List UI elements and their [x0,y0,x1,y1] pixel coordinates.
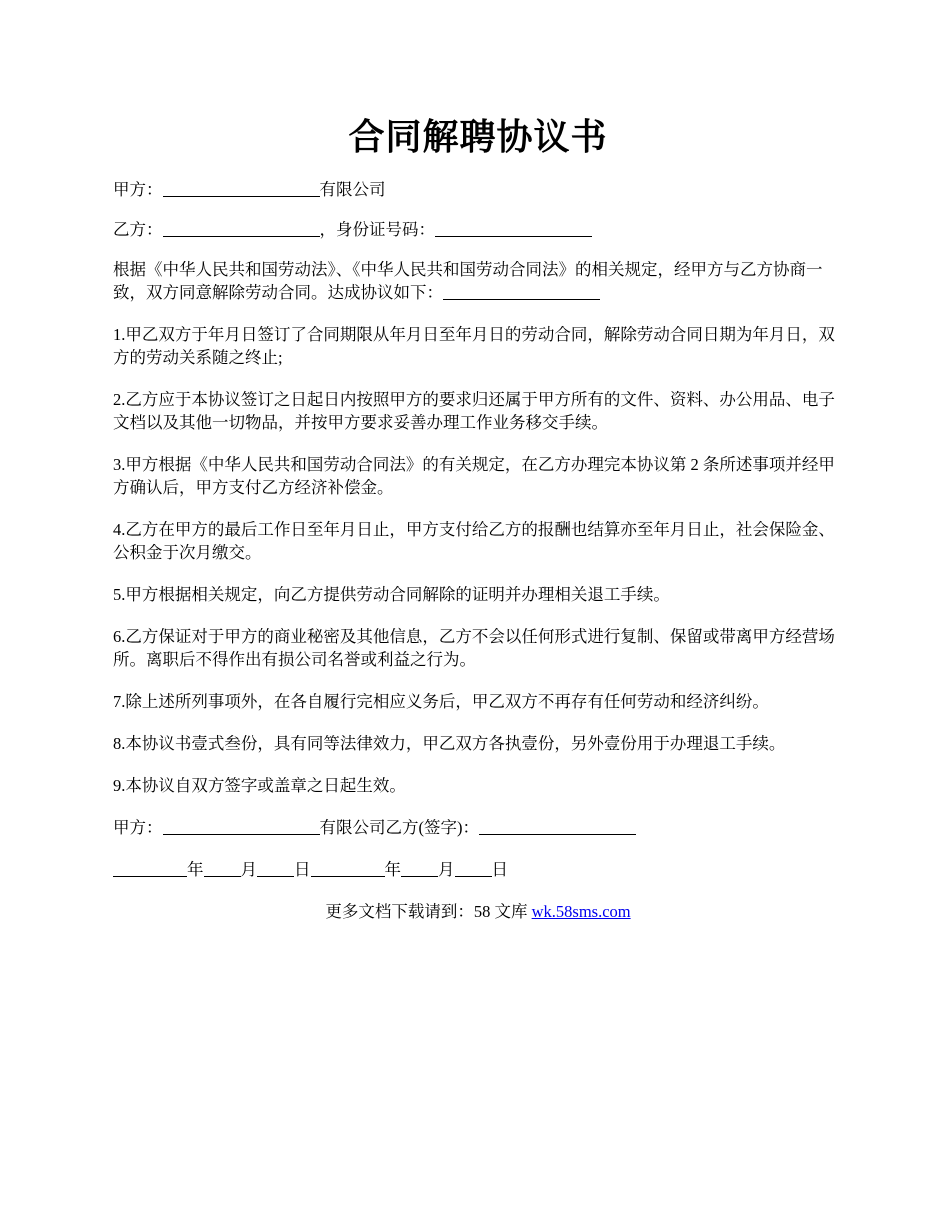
signature-line [113,816,843,839]
date-b-month-blank [401,860,438,877]
clause-6: 6.乙方保证对于甲方的商业秘密及其他信息，乙方不会以任何形式进行复制、保留或带离甲方经营场所。离职后不得作出有损公司名誉或利益之行为。 [113,627,835,669]
party-b-label: 乙方： [113,220,163,239]
date-a-year-label: 年 [187,860,204,879]
footer-text: 更多文档下载请到：58 文库 [325,902,532,921]
clause-9: 9.本协议自双方签字或盖章之日起生效。 [113,776,406,795]
clause-5: 5.甲方根据相关规定，向乙方提供劳动合同解除的证明并办理相关退工手续。 [113,585,670,604]
party-a-line [113,178,843,201]
signature-party-a-blank [163,818,320,835]
party-b-id-blank [435,220,592,237]
date-b-day-label: 日 [491,860,508,879]
date-b-day-blank [455,860,492,877]
date-b-month-label: 月 [438,860,455,879]
date-b-year-label: 年 [384,860,401,879]
document-page [113,0,843,923]
signature-party-b-blank [479,818,636,835]
date-line [113,858,843,881]
document-title: 合同解聘协议书 [348,116,608,158]
date-a-month-label: 月 [240,860,257,879]
date-a-year-blank [113,860,187,877]
signature-party-b-label: 有限公司乙方(签字)： [319,818,479,837]
party-b-id-label: ，身份证号码： [319,220,435,239]
party-a-suffix: 有限公司 [319,180,386,199]
intro-blank [443,283,600,300]
party-a-label: 甲方： [113,180,163,199]
party-b-name-blank [163,220,320,237]
signature-party-a-label: 甲方： [113,818,163,837]
footer [113,900,843,923]
clause-2: 2.乙方应于本协议签订之日起日内按照甲方的要求归还属于甲方所有的文件、资料、办公用品、电子文档以及其他一切物品，并按甲方要求妥善办理工作业务移交手续。 [113,390,835,432]
date-a-day-label: 日 [294,860,311,879]
date-a-day-blank [257,860,294,877]
date-a-month-blank [204,860,241,877]
date-b-year-blank [311,860,385,877]
party-b-line [113,218,843,241]
clause-4: 4.乙方在甲方的最后工作日至年月日止，甲方支付给乙方的报酬也结算亦至年月日止，社会保险金、公积金于次月缴交。 [113,520,835,562]
footer-link[interactable]: wk.58sms.com [531,902,631,921]
clause-7: 7.除上述所列事项外，在各自履行完相应义务后，甲乙双方不再存有任何劳动和经济纠纷。 [113,692,769,711]
intro-paragraph [113,258,843,304]
intro-text: 根据《中华人民共和国劳动法》、《中华人民共和国劳动合同法》的相关规定，经甲方与乙方协商一致，双方同意解除劳动合同。达成协议如下： [113,260,823,302]
clause-1: 1.甲乙双方于年月日签订了合同期限从年月日至年月日的劳动合同，解除劳动合同日期为年月日，双方的劳动关系随之终止; [113,325,835,367]
party-a-name-blank [163,180,320,197]
clause-8: 8.本协议书壹式叁份，具有同等法律效力，甲乙双方各执壹份，另外壹份用于办理退工手续。 [113,734,786,753]
clause-3: 3.甲方根据《中华人民共和国劳动合同法》的有关规定，在乙方办理完本协议第 2 条所述事项并经甲方确认后，甲方支付乙方经济补偿金。 [113,455,835,497]
